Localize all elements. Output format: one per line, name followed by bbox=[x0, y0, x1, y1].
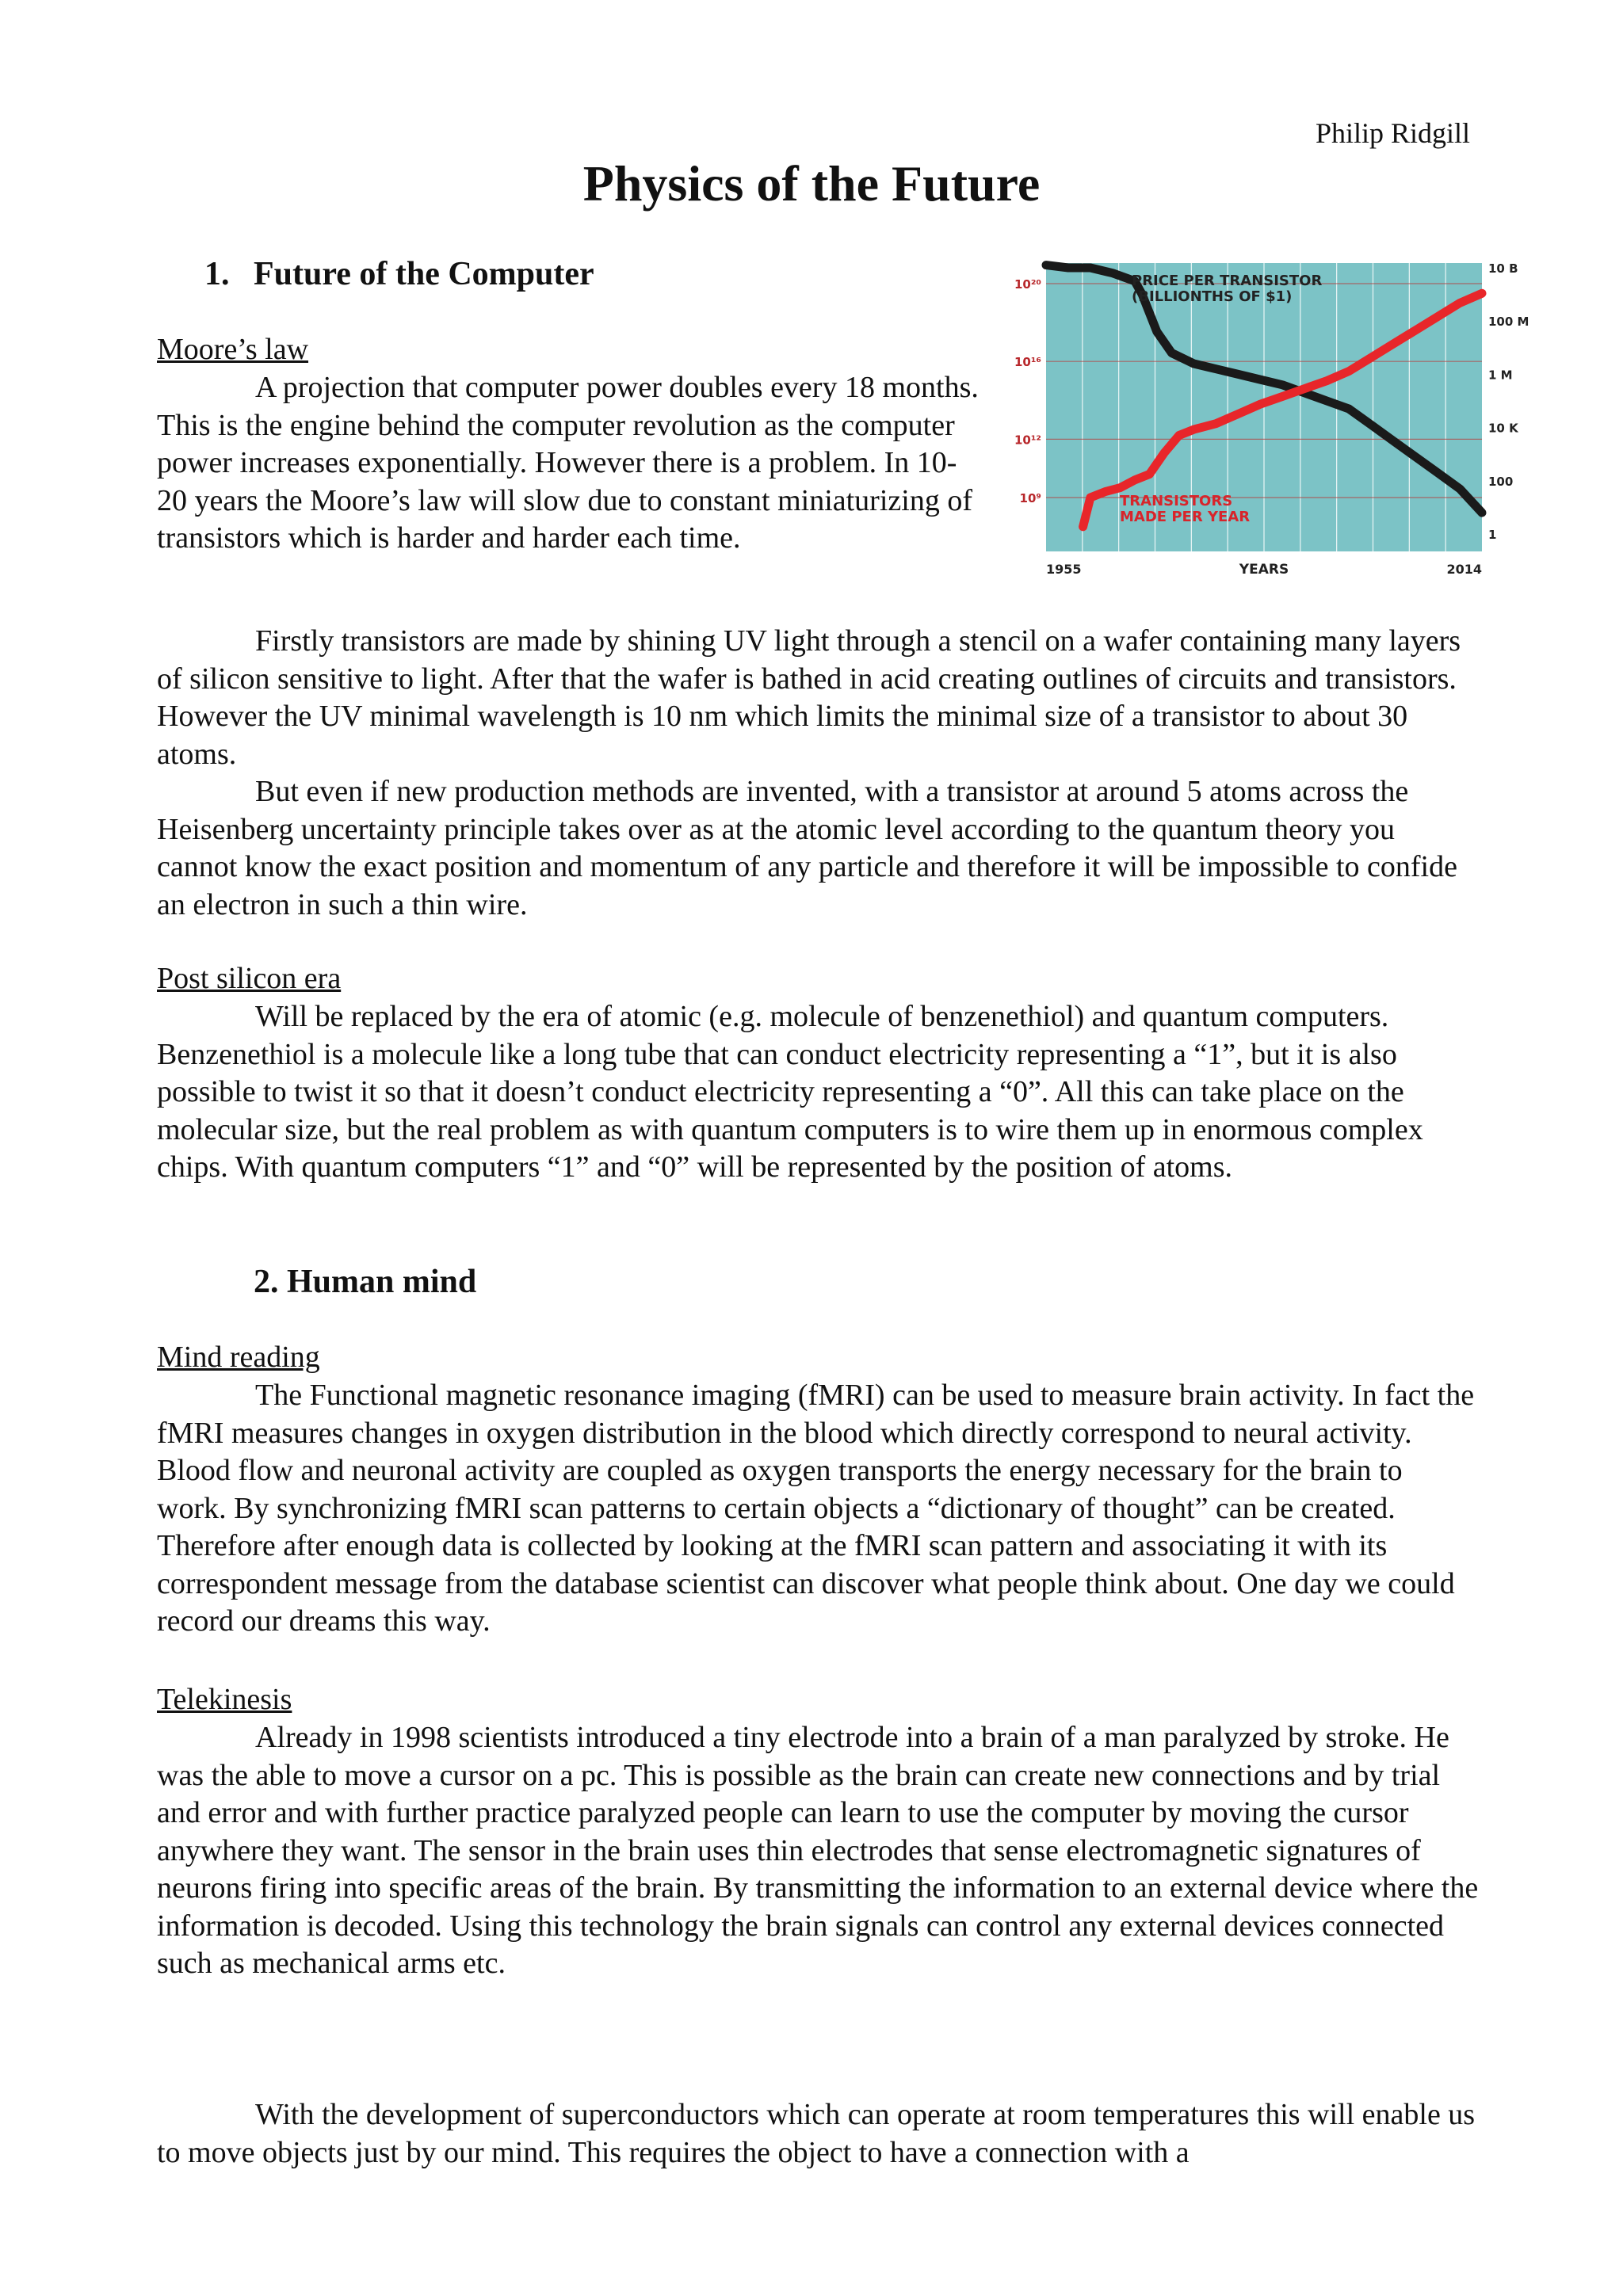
section-1-heading: Future of the Computer bbox=[254, 256, 594, 292]
left-axis-tick-label: 10⁹ bbox=[1019, 491, 1041, 505]
right-axis-tick-label: 100 M bbox=[1488, 315, 1529, 330]
page-title: Physics of the Future bbox=[582, 155, 1041, 212]
subheading-moores-law: Moore’s law bbox=[157, 333, 309, 366]
left-axis-tick-label: 10¹² bbox=[1014, 433, 1041, 448]
right-axis-tick-label: 10 K bbox=[1488, 421, 1518, 436]
left-axis-tick-label: 10²⁰ bbox=[1014, 277, 1041, 292]
x-axis-tick-label: 2014 bbox=[1446, 562, 1482, 577]
paragraph-moores-law-1: A projection that computer power doubles every 18 months. This is the engine behind the computer revolution as the computer power increases exponentially. However there is a problem. In 10-20 years the Moore’s law will slow due to constant miniaturizing of transistors which is harder and harder each time. bbox=[157, 371, 979, 555]
paragraph-post-silicon: Will be replaced by the era of atomic (e.g. molecule of benzenethiol) and quantum computers. Benzenethiol is a molecule like a long tube that can conduct electricity representing a “1”, but it is also possible to twist it so that it doesn’t conduct electricity representing a “0”. All this can take place on the molecular size, but the real problem as with quantum computers is to wire them up in enormous complex chips. With quantum computers “1” and “0” will be represented by the position of atoms. bbox=[157, 1000, 1423, 1184]
chart-plot bbox=[1014, 261, 1529, 578]
subheading-telekinesis: Telekinesis bbox=[157, 1683, 292, 1716]
right-axis-tick-label: 100 bbox=[1488, 474, 1514, 489]
right-axis-tick-label: 1 bbox=[1488, 528, 1497, 542]
series-label-price: (BILLIONTHS OF $1) bbox=[1132, 288, 1293, 305]
series-label-transistors: TRANSISTORS bbox=[1120, 493, 1233, 509]
subheading-post-silicon: Post silicon era bbox=[157, 962, 342, 995]
series-label-transistors: MADE PER YEAR bbox=[1120, 509, 1251, 525]
paragraph-moores-law-2: Firstly transistors are made by shining UV light through a stencil on a wafer containing many layers of silicon sensitive to light. After that the wafer is bathed in acid creating outlines of circuits and transistors. However the UV minimal wavelength is 10 nm which limits the minimal size of a transistor to about 30 atoms. bbox=[157, 624, 1461, 771]
subheading-mind-reading: Mind reading bbox=[157, 1341, 320, 1374]
x-axis-tick-label: 1955 bbox=[1046, 562, 1082, 577]
moores-law-chart bbox=[1006, 252, 1529, 585]
right-axis-tick-label: 10 B bbox=[1488, 261, 1518, 276]
right-axis-tick-label: 1 M bbox=[1488, 368, 1513, 383]
paragraph-mind-reading: The Functional magnetic resonance imaging (fMRI) can be used to measure brain activity. In fact the fMRI measures changes in oxygen distribution in the blood which directly correspond to neural activity. Blood flow and neuronal activity are coupled as oxygen transports the energy necessary for the brain to work. By synchronizing fMRI scan patterns to certain objects a “dictionary of thought” can be created. Therefore after enough data is collected by looking at the fMRI scan pattern and associating it with its correspondent message from the database scientist can discover what people think about. One day we could record our dreams this way. bbox=[157, 1379, 1475, 1638]
series-label-price: PRICE PER TRANSISTOR bbox=[1132, 273, 1323, 289]
left-axis-tick-label: 10¹⁶ bbox=[1014, 355, 1041, 370]
paragraph-telekinesis-2: With the development of superconductors which can operate at room temperatures this will enable us to move objects just by our mind. This requires the object to have a connection with a bbox=[157, 2098, 1476, 2169]
section-2-heading: 2. Human mind bbox=[254, 1264, 477, 1300]
paragraph-moores-law-3: But even if new production methods are invented, with a transistor at around 5 atoms across the Heisenberg uncertainty principle takes over as at the atomic level according to the quantum theory you cannot know the exact position and momentum of any particle and therefore it will be impossible to confide an electron in such a thin wire. bbox=[157, 775, 1457, 921]
x-axis-label: YEARS bbox=[1239, 562, 1289, 578]
paragraph-telekinesis-1: Already in 1998 scientists introduced a tiny electrode into a brain of a man paralyzed by stroke. He was the able to move a cursor on a pc. This is possible as the brain can create new connections and by trial and error and with further practice paralyzed people can learn to use the computer by moving the cursor anywhere they want. The sensor in the brain uses thin electrodes that sense electromagnetic signatures of neurons firing into specific areas of the brain. By transmitting the information to an external device where the information is decoded. Using this technology the brain signals can control any external devices connected such as mechanical arms etc. bbox=[157, 1721, 1479, 1980]
section-1-number: 1. bbox=[204, 256, 230, 292]
author-name: Philip Ridgill bbox=[1316, 117, 1471, 149]
